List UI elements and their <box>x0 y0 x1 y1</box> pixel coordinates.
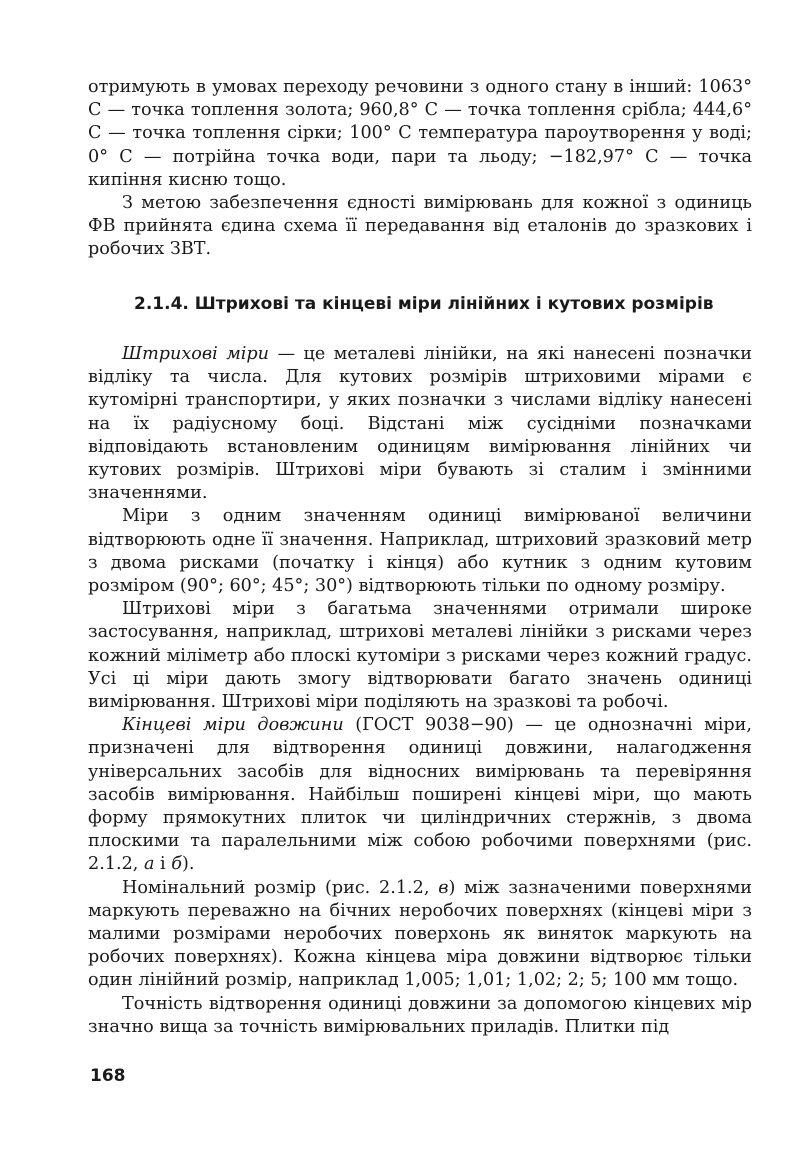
paragraph-nominal-size-text-a: Номінальний розмір (рис. 2.1.2, <box>122 877 439 898</box>
paragraph-end-measures <box>88 714 752 876</box>
paragraph-line-measures <box>88 343 752 505</box>
fig-ref-v: в <box>438 877 449 898</box>
paragraph-end-measures-text: (ГОСТ 9038−90) — це однозначні міри, призначені для відтворення одиниці довжини, налагодження універсальних засобів для відносних вимірювань та перевіряння засобів вимірювання. Найбільш поширені кінцеві міри, що мають форму прямокутних плиток чи циліндричних стержнів, з двома плоскими та паралельними між собою робочими поверхнями (рис. 2.1.2, <box>88 715 752 875</box>
paragraph-line-measures-text: — це металеві лінійки, на які нанесені позначки відліку та числа. Для кутових розмірів штриховими мірами є кутомірні транспортири, у яких позначки з числами відліку нанесені на їх радіусному боці. Відстані між сусідніми позначками відповідають встановленим одиницям вимірювання лінійних чи кутових розмірів. Штрихові міри бувають зі сталим і змінними значеннями. <box>88 344 752 504</box>
term-end-measures: Кінцеві міри довжини <box>122 715 344 736</box>
paragraph-multi-value: Штрихові міри з багатьма значеннями отримали широке застосування, наприклад, штрихові металеві лінійки з рисками через кожний міліметр або плоскі кутоміри з рисками через кожний градус. Усі ці міри дають змогу відтворювати багато значень одиниці вимірювання. Штрихові міри поділяють на зразкові та робочі. <box>88 599 752 713</box>
paragraph-phase-points: отримують в умовах переходу речовини з одного стану в інший: 1063° С — точка топлення золота; 960,8° С — точка топлення срібла; 444,6° С — точка топлення сірки; 100° С температура пароутворення у воді; 0° С — потрійна точка води, пари та льоду; −182,97° С — точка кипіння кисню тощо. <box>88 77 752 190</box>
fig-ref-a: а <box>143 854 155 875</box>
top-text-block <box>88 76 752 262</box>
page-number: 168 <box>90 1066 126 1086</box>
fig-ref-b: б <box>171 854 183 875</box>
section-title: 2.1.4. Штрихові та кінцеві міри лінійних і кутових розмірів <box>134 294 714 314</box>
main-text-block <box>88 343 752 1039</box>
paragraph-end-measures-close: ). <box>182 854 195 875</box>
paragraph-nominal-size <box>88 877 752 993</box>
paragraph-nominal-size-text-b: ) між зазначеними поверхнями маркують переважно на бічних неробочих поверхнях (кінцеві міри з малими розмірами неробочих поверхонь як виняток маркують на робочих поверхнях). Кожна кінцева міра довжини відтворює тільки один лінійний розмір, наприклад 1,005; 1,01; 1,02; 2; 5; 100 мм тощо. <box>88 877 753 991</box>
paragraph-single-value: Міри з одним значенням одиниці вимірюваної величини відтворюють одне її значення. Наприклад, штриховий зразковий метр з двома рисками (початку і кінця) або кутник з одним кутовим розміром (90°; 60°; 45°; 30°) відтворюють тільки по одному розміру. <box>88 506 752 597</box>
term-line-measures: Штрихові міри <box>122 344 269 364</box>
paragraph-accuracy: Точність відтворення одиниці довжини за допомогою кінцевих мір значно вища за точність вимірювальних приладів. Плитки під <box>88 993 752 1037</box>
paragraph-end-measures-and: і <box>154 854 172 875</box>
paragraph-unity-scheme: З метою забезпечення єдності вимірювань для кожної з одиниць ФВ прийнята єдина схема її передавання від еталонів до зразкових і робочих ЗВТ. <box>88 193 752 260</box>
